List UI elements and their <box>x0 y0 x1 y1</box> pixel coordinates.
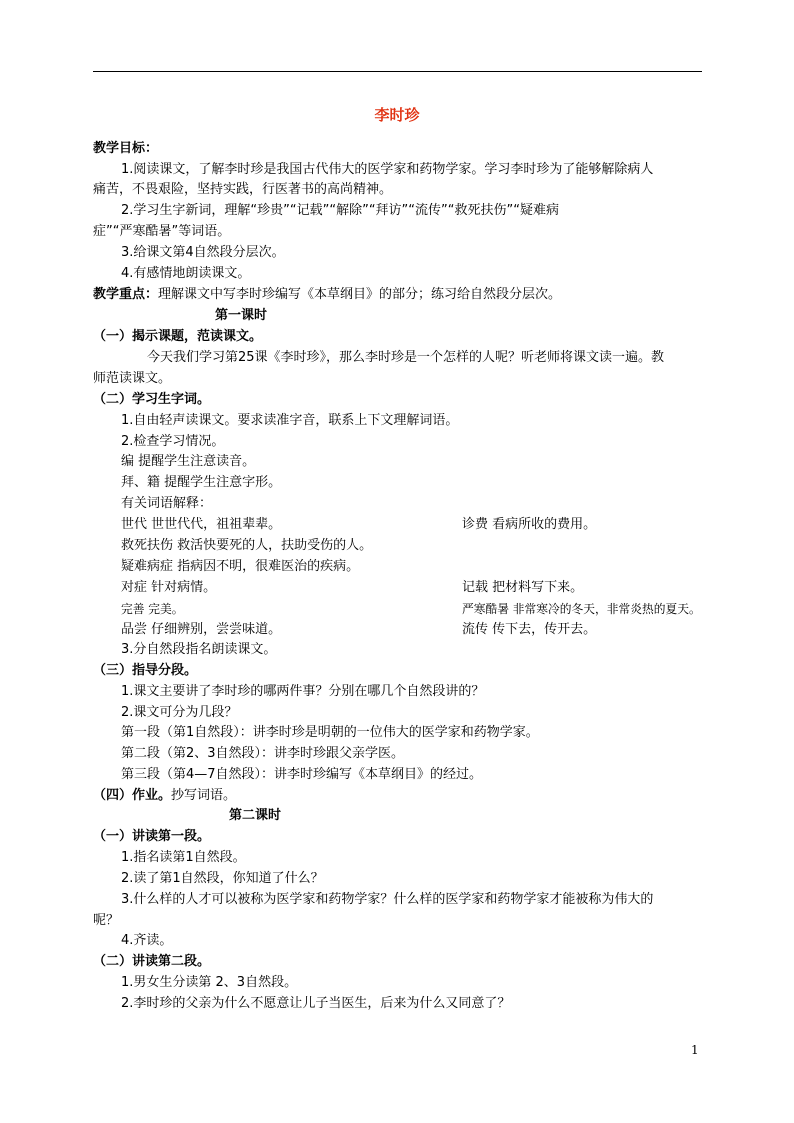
body-line: 1.自由轻声读课文。要求读准字音，联系上下文理解词语。 <box>121 413 459 428</box>
lesson1-section1-heading: （一）揭示课题，范读课文。 <box>93 329 263 344</box>
body-line: 拜、籍 提醒学生注意字形。 <box>121 475 282 490</box>
vocab-term: 诊费 看病所收的费用。 <box>462 517 597 532</box>
vocab-term: 流传 传下去，传开去。 <box>462 622 597 637</box>
key-points-heading: 教学重点： <box>93 287 159 302</box>
vocab-term: 世代 世世代代，祖祖辈辈。 <box>121 517 282 532</box>
body-line: 第一段（第1自然段）：讲李时珍是明朝的一位伟大的医学家和药物学家。 <box>121 725 539 740</box>
key-points-text: 理解课文中写李时珍编写《本草纲目》的部分；练习给自然段分层次。 <box>158 287 562 302</box>
body-line: 1.指名读第1自然段。 <box>121 850 246 865</box>
vocab-row <box>121 557 359 577</box>
lesson2-section2-heading: （二）讲读第二段。 <box>93 954 211 969</box>
goal-line: 4.有感情地朗读课文。 <box>121 266 251 281</box>
body-line: 2.课文可分为几段？ <box>121 705 238 720</box>
vocab-term: 品尝 仔细辨别，尝尝味道。 <box>121 622 282 637</box>
vocab-row <box>121 515 597 535</box>
body-line: 2.读了第1自然段，你知道了什么？ <box>121 871 324 886</box>
key-points <box>93 285 561 305</box>
body-line: 呢？ <box>93 913 120 928</box>
page-number: 1 <box>691 1043 699 1057</box>
lesson1-section4-heading: （四）作业。 <box>93 788 172 803</box>
goal-line: 症”“严寒酷暑”等词语。 <box>93 224 231 239</box>
lesson1-section2-heading: （二）学习生字词。 <box>93 392 211 407</box>
lesson1-section4-text: 抄写词语。 <box>171 788 237 803</box>
goal-line: 3.给课文第4自然段分层次。 <box>121 245 285 260</box>
vocab-row <box>121 599 701 619</box>
vocab-term: 严寒酷暑 非常寒冷的冬天，非常炎热的夏天。 <box>462 602 701 616</box>
body-line: 师范读课文。 <box>93 371 172 386</box>
vocab-row <box>121 620 597 640</box>
vocab-row <box>121 578 584 598</box>
goal-line: 1.阅读课文，了解李时珍是我国古代伟大的医学家和药物学家。学习李时珍为了能够解除病人 <box>121 162 654 177</box>
vocab-term: 完善 完美。 <box>121 602 184 616</box>
body-line: 今天我们学习第25课《李时珍》，那么李时珍是一个怎样的人呢？听老师将课文读一遍。教 <box>147 350 665 365</box>
body-line: 第三段（第4—7自然段）：讲李时珍编写《本草纲目》的经过。 <box>121 767 483 782</box>
lesson2-section1-heading: （一）讲读第一段。 <box>93 829 211 844</box>
vocab-term: 救死扶伤 救活快要死的人，扶助受伤的人。 <box>121 538 373 553</box>
lesson1-heading: 第一课时 <box>215 308 268 323</box>
body-line: 4.齐读。 <box>121 933 173 948</box>
page-title: 李时珍 <box>374 106 420 124</box>
lesson1-section3-heading: （三）指导分段。 <box>93 663 198 678</box>
vocab-term: 记载 把材料写下来。 <box>462 580 584 595</box>
body-line: 2.李时珍的父亲为什么不愿意让儿子当医生，后来为什么又同意了？ <box>121 996 511 1011</box>
body-line: 2.检查学习情况。 <box>121 434 225 449</box>
lesson2-heading: 第二课时 <box>229 808 282 823</box>
vocab-term: 疑难病症 指病因不明，很难医治的疾病。 <box>121 559 360 574</box>
lesson1-section4 <box>93 786 236 806</box>
body-line: 编 提醒学生注意读音。 <box>121 454 256 469</box>
goal-line: 2.学习生字新词，理解“珍贵”“记载”“解除”“拜访”“流传”“救死扶伤”“疑难病 <box>121 203 559 218</box>
header-rule <box>93 71 702 72</box>
vocab-row <box>121 536 372 556</box>
body-line: 有关词语解释： <box>121 496 213 511</box>
body-line: 3.什么样的人才可以被称为医学家和药物学家？什么样的医学家和药物学家才能被称为伟大的 <box>121 892 654 907</box>
body-line: 1.男女生分读第 2、3自然段。 <box>121 975 298 990</box>
body-line: 1.课文主要讲了李时珍的哪两件事？分别在哪几个自然段讲的？ <box>121 684 485 699</box>
body-line: 3.分自然段指名朗读课文。 <box>121 642 277 657</box>
goals-heading: 教学目标： <box>93 141 159 156</box>
vocab-term: 对症 针对病情。 <box>121 580 217 595</box>
goal-line: 痛苦，不畏艰险，坚持实践，行医著书的高尚精神。 <box>93 182 393 197</box>
body-line: 第二段（第2、3自然段）：讲李时珍跟父亲学医。 <box>121 746 405 761</box>
